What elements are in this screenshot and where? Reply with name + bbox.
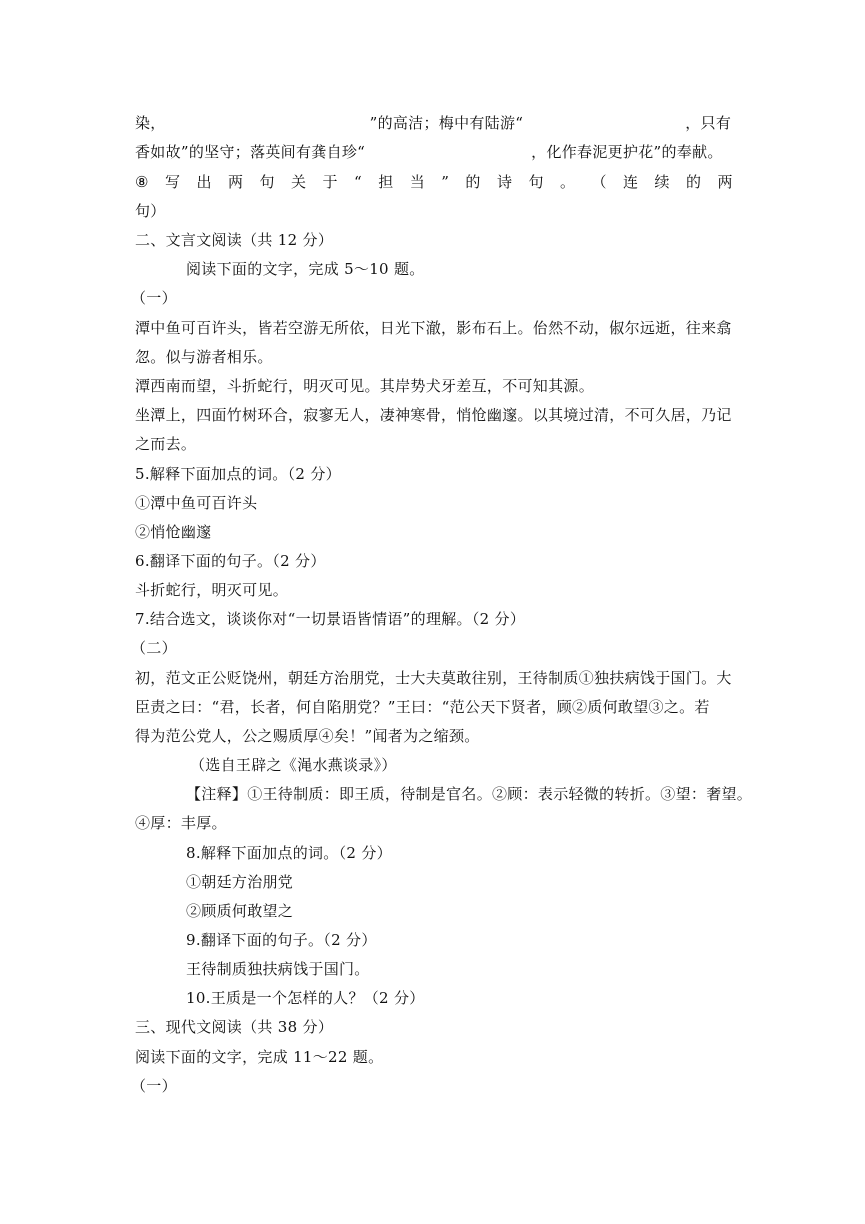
question-6: 6.翻译下面的句子。（2 分） (135, 552, 326, 570)
annotation-text: ①王待制质：即王质，待制是官名。②顾：表示轻微的转折。③望：奢望。 (247, 785, 753, 803)
q8-char: 关 (291, 173, 307, 191)
question-9: 9.翻译下面的句子。（2 分） (186, 931, 377, 949)
section-heading: 二、文言文阅读（共 12 分） (135, 231, 334, 249)
q8-char: 两 (717, 173, 733, 191)
q8-char: 当 (409, 173, 426, 191)
q8-char: ⑧ (135, 173, 149, 191)
question-7: 7.结合选文，谈谈你对“一切景语皆情语”的理解。（2 分） (135, 610, 526, 628)
q8-char: 的 (465, 173, 481, 191)
q8-char: 诗 (496, 173, 513, 191)
q8-char: 出 (196, 173, 212, 191)
question-item: ②悄怆幽邃 (135, 523, 212, 541)
question-10: 10.王质是一个怎样的人？（2 分） (186, 989, 425, 1007)
passage-line: 得为范公党人，公之赐质厚④矣！”闻者为之缩颈。 (135, 727, 480, 745)
fill-line-1 (135, 113, 735, 133)
part-label: （二） (131, 639, 177, 657)
fill-text: ”的高洁；梅中有陆游“ (369, 114, 524, 132)
q8-char: 写 (164, 173, 181, 191)
fill-line-2 (135, 142, 735, 162)
question-item: ②顾质何敢望之 (186, 902, 294, 920)
q8-fill-tail: 句） (135, 202, 166, 220)
question-item: ①朝廷方治朋党 (186, 873, 294, 891)
question-item: ①潭中鱼可百许头 (135, 494, 258, 512)
q8-char: （ (591, 173, 607, 191)
q8-char: 句 (528, 173, 544, 191)
q8-char: 于 (322, 173, 338, 191)
annotation-label: 【注释】 (186, 785, 248, 803)
section-heading: 三、现代文阅读（共 38 分） (135, 1018, 334, 1036)
fill-text: 香如故”的坚守；落英间有龚自珍“ (135, 143, 366, 161)
question-8: 8.解释下面加点的词。（2 分） (186, 844, 392, 862)
part-label: （一） (131, 1077, 177, 1095)
question-5: 5.解释下面加点的词。（2 分） (135, 465, 341, 483)
passage-line: 忽。似与游者相乐。 (135, 348, 273, 366)
passage-line: 之而去。 (135, 435, 197, 453)
q8-char: ” (441, 173, 450, 191)
q8-char: “ (354, 173, 363, 191)
q8-char: 两 (227, 173, 244, 191)
q8-char: 续 (654, 173, 670, 191)
passage-line: 潭中鱼可百许头，皆若空游无所依，日光下澈，影布石上。佁然不动，俶尔远逝，往来翕 (135, 319, 732, 337)
q8-char: 。 (559, 173, 576, 191)
annotation-continuation: ④厚：丰厚。 (135, 814, 227, 832)
annotation-line (186, 784, 786, 804)
passage-line: 臣责之曰：“君，长者，何自陷朋党？”王曰：“范公天下贤者，顾②质何敢望③之。若 (135, 698, 710, 716)
q8-char: 担 (378, 173, 394, 191)
part-label: （一） (131, 289, 177, 307)
fill-text: ，化作春泥更护花”的奉献。 (531, 143, 723, 161)
fill-text: 染， (135, 114, 166, 132)
q8-char: 的 (686, 173, 702, 191)
section-instruction: 阅读下面的文字，完成 5～10 题。 (186, 260, 425, 278)
question-sentence: 王待制质独扶病饯于国门。 (186, 960, 370, 978)
fill-text: ，只有 (685, 114, 732, 132)
section-instruction: 阅读下面的文字，完成 11～22 题。 (135, 1048, 384, 1066)
q8-fill-prompt (135, 172, 733, 192)
passage-line: 初，范文正公贬饶州，朝廷方治朋党，士大夫莫敢往别，王待制质①独扶病饯于国门。大 (135, 669, 732, 687)
q8-char: 连 (623, 173, 639, 191)
passage-line: 坐潭上，四面竹树环合，寂寥无人，凄神寒骨，悄怆幽邃。以其境过清，不可久居，乃记 (135, 406, 732, 424)
question-sentence: 斗折蛇行，明灭可见。 (135, 581, 289, 599)
source-citation: （选自王辟之《渑水燕谈录》） (190, 756, 397, 774)
q8-char: 句 (259, 173, 275, 191)
passage-line: 潭西南而望，斗折蛇行，明灭可见。其岸势犬牙差互，不可知其源。 (135, 377, 595, 395)
